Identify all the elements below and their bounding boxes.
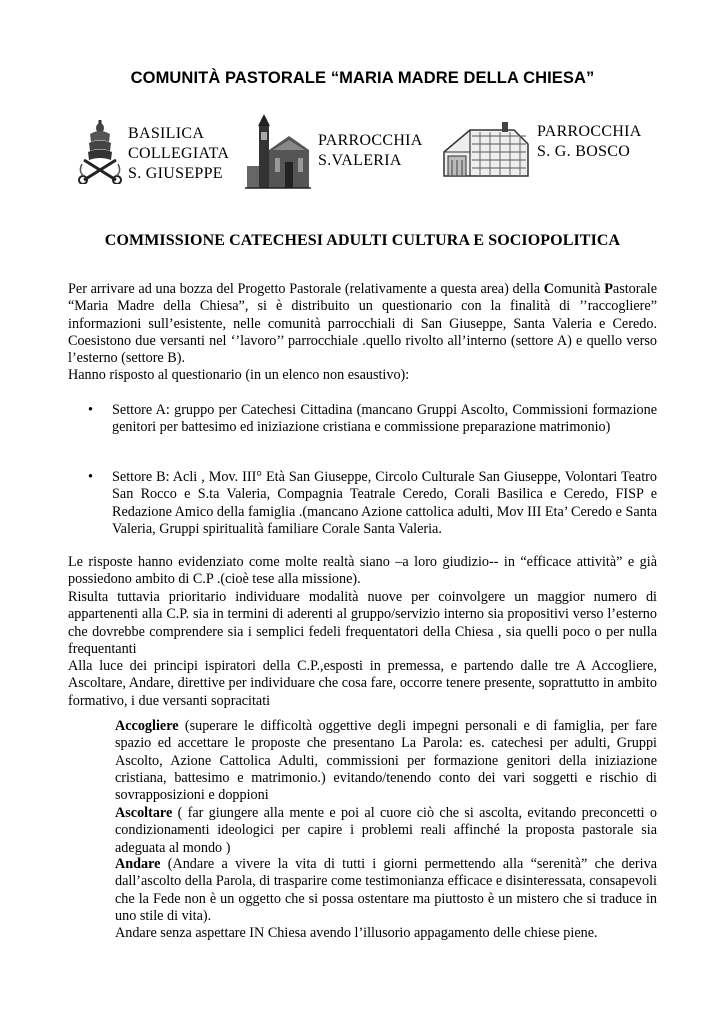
valeria-line-1: PARROCCHIA bbox=[318, 132, 423, 149]
commission-title: COMMISSIONE CATECHESI ADULTI CULTURA E SOCIOPOLITICA bbox=[104, 232, 621, 249]
intro-responded: Hanno risposto al questionario (in un elenco non esaustivo): bbox=[68, 367, 410, 383]
intro-text-b: omunità bbox=[554, 281, 605, 297]
results-paragraph-1: Le risposte hanno evidenziato come molte realtà siano –a loro giudizio-- in “efficace attività” e già possiedono ambito di C.P .(cioè tese alla missione). bbox=[68, 554, 657, 588]
basilica-line-1: BASILICA bbox=[128, 125, 205, 142]
church-valeria-icon bbox=[245, 114, 311, 190]
directive-andare bbox=[115, 856, 657, 925]
intro-initial-c: C bbox=[543, 281, 555, 297]
ascoltare-label: Ascoltare bbox=[115, 805, 173, 821]
results-paragraph-3: Alla luce dei principi ispiratori della C.P.,esposti in premessa, e partendo dalle tre A Accogliere, Ascoltare, Andare, direttive per individuare che cosa fare, occorre tenere presente, soprattutto in ambito formativo, i due versanti sopracitati bbox=[68, 658, 657, 709]
basilica-line-3: S. GIUSEPPE bbox=[128, 165, 223, 182]
intro-paragraph bbox=[68, 281, 657, 367]
papal-emblem-icon bbox=[78, 120, 122, 184]
intro-text-a: Per arrivare ad una bozza del Progetto Pastorale (relativamente a questa area) della bbox=[68, 281, 544, 297]
closing-line: Andare senza aspettare IN Chiesa avendo l’illusorio appagamento delle chiese piene. bbox=[115, 925, 598, 941]
andare-label: Andare bbox=[115, 856, 161, 872]
bosco-line-2: S. G. BOSCO bbox=[537, 143, 631, 160]
accogliere-label: Accogliere bbox=[115, 718, 179, 734]
results-paragraph-2: Risulta tuttavia prioritario individuare modalità nuove per coinvolgere un maggior numero di appartenenti alla C.P. sia in termini di aderenti al gruppo/servizio interno sia propositivi verso l’esterno che dovrebbe comprendere sia i semplici fedeli frequentatori della Chiesa , sia quelli poco o per nulla frequentanti bbox=[68, 589, 657, 657]
bullet-settore-a: Settore A: gruppo per Catechesi Cittadina (mancano Gruppi Ascolto, Commissioni formazione genitori per battesimo ed iniziazione cristiana e commissione preparazione matrimonio) bbox=[112, 402, 657, 436]
bullet-icon: • bbox=[88, 402, 93, 418]
andare-text: (Andare a vivere la vita di tutti i giorni permettendo alla “serenità” che deriva dall’ascolto della Parola, di trasparire come testimonianza efficace e disinteressata, consapevoli che la Fede non è un oggetto che si possa ostentare ma piuttosto è un mistero che si traduce in uno stile di vita). bbox=[115, 856, 657, 924]
directive-ascoltare bbox=[115, 805, 657, 857]
ascoltare-text: ( far giungere alla mente e poi al cuore ciò che si ascolta, evitando preconcetti o condizionamenti ideologici per capire i problemi reali affinché la proposta pastorale sia adeguata al mondo ) bbox=[115, 805, 657, 856]
bullet-icon: • bbox=[88, 469, 93, 485]
valeria-line-2: S.VALERIA bbox=[318, 152, 402, 169]
intro-initial-p: P bbox=[604, 281, 613, 297]
accogliere-text: (superare le difficoltà oggettive degli impegni personali e di famiglia, per fare spazio ed accettare le proposte che presentano La Parola: es. catechesi per adulti, Gruppi Ascolto, Azione Cattolica Adulti, commissioni per formazione genitori della iniziazione cristiana, battesimo e matrimonio.) evitando/tenendo conto dei vari soggetti e rischio di sovrapposizioni e doppioni bbox=[115, 718, 657, 804]
community-title: COMUNITÀ PASTORALE “MARIA MADRE DELLA CHIESA” bbox=[130, 69, 595, 87]
parish-bosco-icon bbox=[440, 122, 530, 180]
basilica-line-2: COLLEGIATA bbox=[128, 145, 230, 162]
intro-text-c: astorale “Maria Madre della Chiesa”, si è distribuito un questionario con la finalità di ’’raccogliere” informazioni sull’esistente, nelle comunità parrocchiali di San Giuseppe, Santa Valeria e Ceredo. Coesistono due versanti nel ‘’lavoro’’ parrocchiale .quello rivolto all’interno (settore A) e quello verso l’esterno (settore B). bbox=[68, 281, 658, 367]
bullet-settore-b: Settore B: Acli , Mov. III° Età San Giuseppe, Circolo Culturale San Giuseppe, Volontari Teatro San Rocco e S.ta Valeria, Compagnia Teatrale Ceredo, Corali Basilica e Ceredo, FISP e Redazione Amico della famiglia .(mancano Azione cattolica adulti, Mov III Eta’ Ceredo e Santa Valeria, Gruppi spiritualità familiare Corale Santa Valeria. bbox=[112, 469, 657, 537]
bosco-line-1: PARROCCHIA bbox=[537, 123, 642, 140]
directive-accogliere bbox=[115, 718, 657, 804]
